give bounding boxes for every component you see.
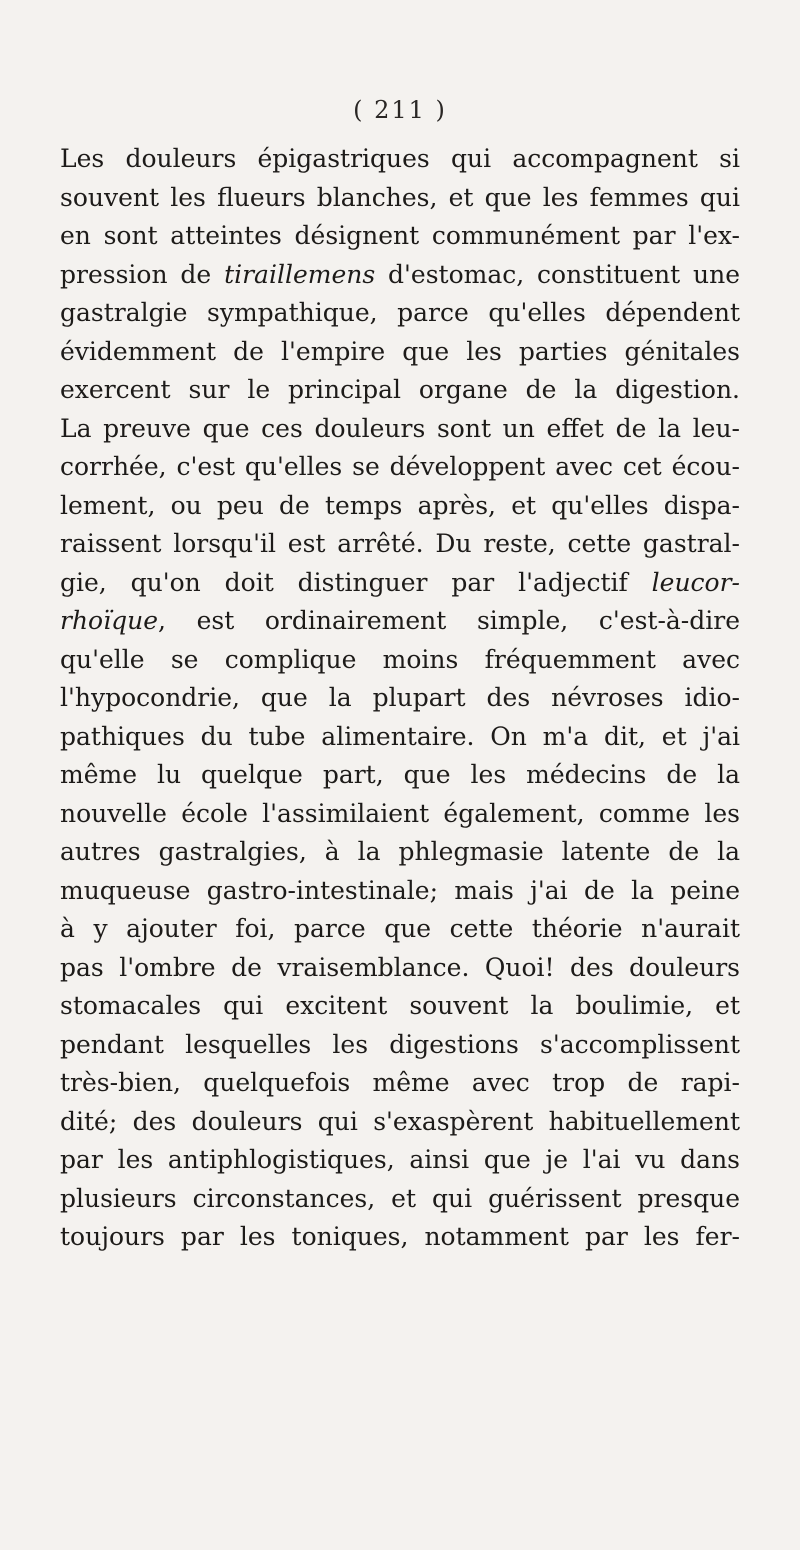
text-line: souvent les flueurs blanches, et que les femmes qui <box>60 182 740 212</box>
text-line: La preuve que ces douleurs sont un effet de la leu- <box>60 413 740 443</box>
italic-term: rhoïque <box>60 606 158 635</box>
text-line: lement, ou peu de temps après, et qu'elles dispa- <box>60 490 740 520</box>
text-line: plusieurs circonstances, et qui guérissent presque <box>60 1183 740 1213</box>
text-line: par les antiphlogistiques, ainsi que je l'ai vu dans <box>60 1145 740 1174</box>
text-line: nouvelle école l'assimilaient également, comme les <box>60 798 740 828</box>
text-line: pendant lesquelles les digestions s'accomplissent <box>60 1029 740 1059</box>
text-line: évidemment de l'empire que les parties génitales <box>60 336 740 366</box>
text-line: stomacales qui excitent souvent la boulimie, et <box>60 991 740 1020</box>
text-line: gie, qu'on doit distinguer par l'adjectif leucor- <box>60 567 740 597</box>
text-line: pression de tiraillemens d'estomac, constituent une <box>60 259 740 289</box>
italic-term: tiraillemens <box>224 259 376 289</box>
text-line: muqueuse gastro-intestinale; mais j'ai de la peine <box>60 875 740 905</box>
italic-term: leucor- <box>651 567 740 597</box>
text-line: l'hypocondrie, que la plupart des névroses idio- <box>60 683 740 712</box>
text-line: qu'elle se complique moins fréquemment avec <box>60 644 740 674</box>
text-line: Les douleurs épigastriques qui accompagnent si <box>60 144 740 173</box>
text-line: rhoïque, est ordinairement simple, c'est-à-dire <box>60 606 740 635</box>
text-line: autres gastralgies, à la phlegmasie latente de la <box>60 837 740 866</box>
text-line: à y ajouter foi, parce que cette théorie n'aurait <box>60 914 740 943</box>
text-line: très-bien, quelquefois même avec trop de rapi- <box>60 1068 740 1097</box>
text-line: dité; des douleurs qui s'exaspèrent habituellement <box>60 1106 740 1136</box>
text-line: corrhée, c'est qu'elles se développent avec cet écou- <box>60 452 740 481</box>
body-paragraph <box>60 140 740 1257</box>
text-line: toujours par les toniques, notamment par les fer- <box>60 1222 740 1251</box>
text-line: exercent sur le principal organe de la digestion. <box>60 375 740 404</box>
text-line: pas l'ombre de vraisemblance. Quoi! des douleurs <box>60 952 740 982</box>
page-number: ( 211 ) <box>353 96 447 124</box>
text-line: pathiques du tube alimentaire. On m'a dit, et j'ai <box>60 721 740 751</box>
text-line: même lu quelque part, que les médecins de la <box>60 760 740 789</box>
text-line: en sont atteintes désignent communément par l'ex- <box>60 221 740 250</box>
text-line: raissent lorsqu'il est arrêté. Du reste, cette gastral- <box>60 529 740 558</box>
text-line: gastralgie sympathique, parce qu'elles dépendent <box>60 298 740 327</box>
